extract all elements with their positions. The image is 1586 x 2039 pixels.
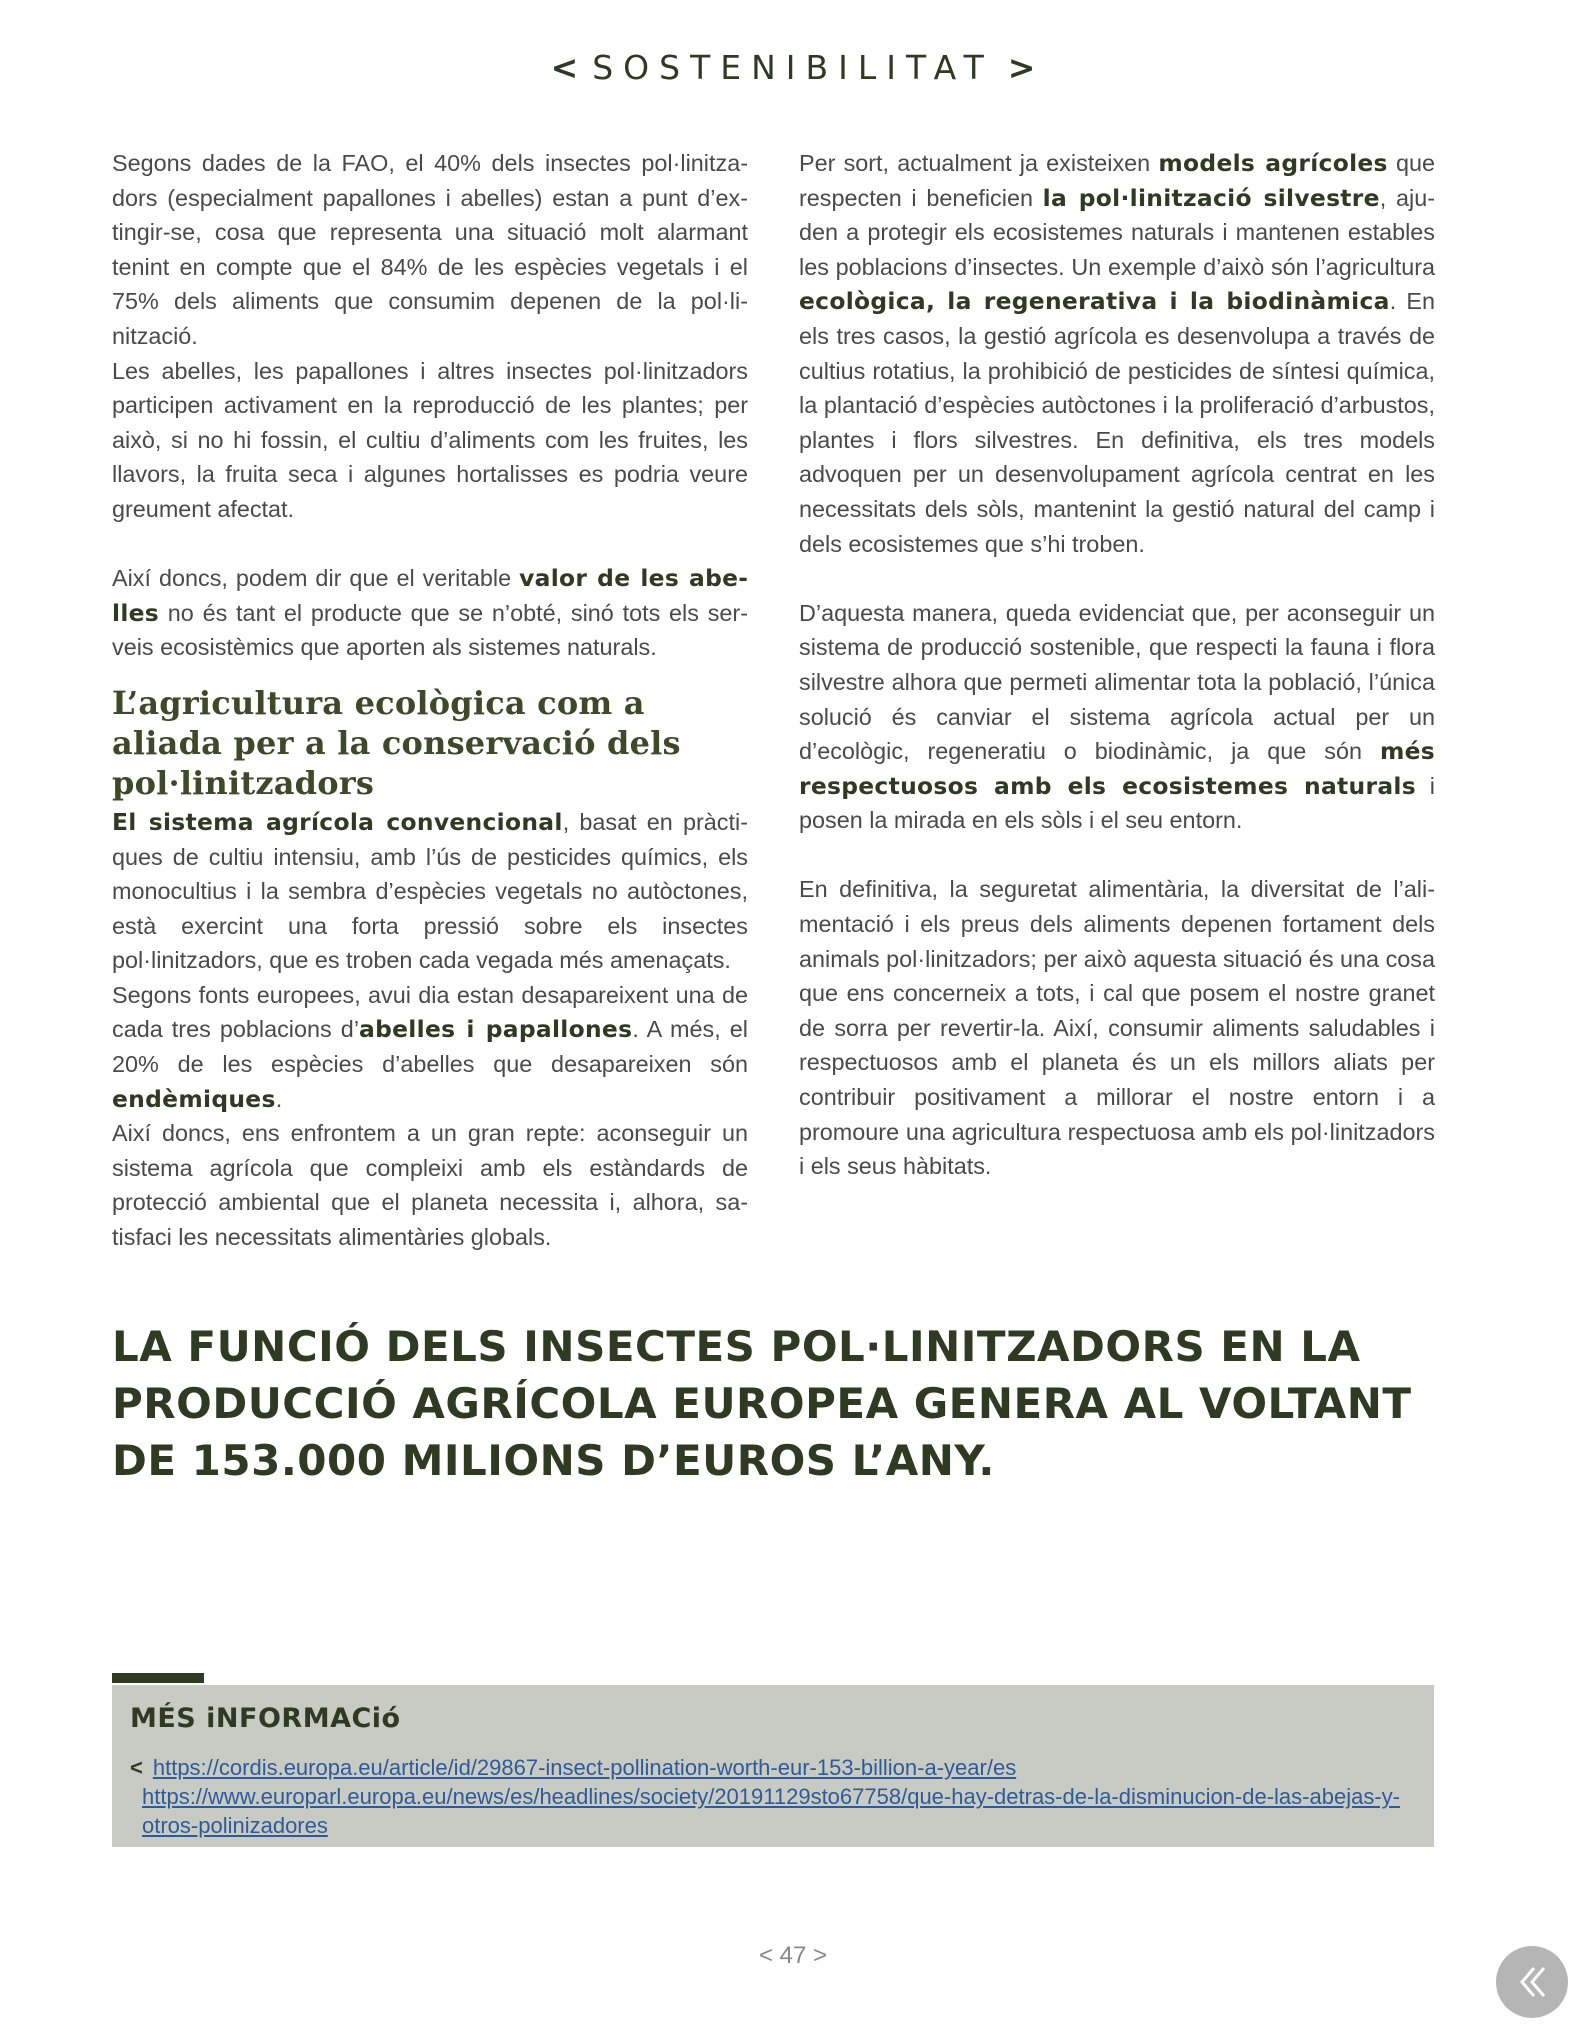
highlight-text: models agrícoles: [1158, 149, 1388, 177]
text-run: Per sort, actualment ja existeixen: [799, 150, 1159, 176]
text-run: .: [275, 1085, 283, 1112]
text-run: . A més, el 20% de les espècies d’abelles que desapareixen són: [112, 1016, 748, 1078]
page-number: < 47 >: [758, 1942, 828, 1969]
paragraph: [112, 561, 748, 665]
header-left-chevron: <: [550, 48, 579, 87]
text-run: . En els tres casos, la gestió agrícola es desenvolupa a través de cultius rotatius, la prohibició de pesticides de síntesi química, la plantació d’espècies autòctones i la proliferació d’arbustos, plantes i flors silvestres. En definitiva, els tres models advoquen per un desenvolupament agrícola centrat en les necessitats dels sòls, mantenint la gestió natural del camp i dels ecosistemes que s’hi troben.: [799, 288, 1436, 557]
paragraph: En definitiva, la seguretat alimentària, la diversitat de l’alimentació i els preus dels aliments depenen fortament dels animals pol·linitzadors; per això aquesta situació és una cosa que ens concerneix a tots, i cal que posem el nostre granet de sorra per revertir-la. Així, consumir aliments saludables i respectuosos amb el planeta és un els millors aliats per contribuir positivament a millorar el nostre entorn i a promoure una agricultura respectuosa amb els pol·linitzadors i els seus hàbitats.: [799, 876, 1435, 1180]
paragraph: Així doncs, ens enfrontem a un gran repte: aconseguir un sistema agrícola que compleixi amb els estàndards de protecció ambiental que el planeta necessita i, alhora, satisfaci les necessitats alimentàries globals.: [112, 1120, 748, 1251]
left-column: [112, 146, 748, 1255]
text-run: que respecten i beneficien: [799, 150, 1435, 211]
highlight-text: la pol·linització silvestre: [1042, 183, 1380, 212]
double-chevron-left-icon: [1512, 1962, 1552, 2002]
text-run: no és tant el producte que se n’obté, sinó tots els serveis ecosistèmics que aporten als sistemes naturals.: [112, 599, 748, 661]
highlight-text: més respectuosos amb els ecosistemes naturals: [799, 737, 1435, 800]
right-column: [799, 146, 1435, 1184]
more-info-box: [112, 1685, 1434, 1847]
paragraph: Les abelles, les papallones i altres insectes pol·linitzadors participen activament en la reproducció de les plantes; per això, si no hi fossin, el cultiu d’aliments com les fruites, les llavors, la fruita seca i algunes hortalisses es podria veure greument afectat.: [112, 357, 748, 522]
text-run: , basat en pràctiques de cultiu intensiu, amb l’ús de pesticides químics, els monocultius i la sembra d’espècies vegetals no autòctones, està exercint una forta pressió sobre els insectes pol·linitzadors, que es troben cada vegada més amenaçats.: [112, 808, 748, 974]
highlight-text: ecològica, la regenerativa i la biodinàmica: [799, 287, 1390, 316]
more-info-title: MÉS iNFORMACió: [130, 1703, 401, 1734]
paragraph: [112, 805, 748, 978]
paragraph: [799, 596, 1435, 838]
info-links: [130, 1753, 1420, 1840]
highlight-text: abelles i papallones: [359, 1015, 633, 1044]
info-accent-bar: [112, 1673, 204, 1683]
header-right-chevron: >: [1007, 48, 1036, 87]
section-title: SOSTENIBILITAT: [592, 48, 994, 87]
subheading: L’agricultura ecològica com a aliada per a la conservació dels pol·linitzadors: [112, 683, 681, 802]
text-run: Segons fonts europees, avui dia estan desapareixent una de cada tres poblacions d’: [112, 981, 748, 1043]
section-header: [0, 48, 1586, 87]
bullet-chevron-icon: <: [130, 1755, 143, 1780]
pull-quote: LA FUNCIÓ DELS INSECTES POL·LINITZADORS EN LA PRODUCCIÓ AGRÍCOLA EUROPEA GENERA AL VOLTANT DE 153.000 MILIONS D’EUROS L’ANY.: [112, 1322, 1412, 1485]
source-link-europarl[interactable]: https://www.europarl.europa.eu/news/es/headlines/society/20191129sto67758/que-hay-detras-de-la-disminucion-de-las-abejas-y-otros-polinizadores: [142, 1784, 1400, 1838]
paragraph: [112, 978, 748, 1116]
paragraph: [799, 146, 1435, 561]
highlight-text: endèmiques: [112, 1084, 276, 1113]
paragraph: Segons dades de la FAO, el 40% dels insectes pol·linitzadors (especialment papallones i abelles) estan a punt d’extingir-se, cosa que representa una situació molt alarmant tenint en compte que el 84% de les espècies vegetals i el 75% dels aliments que consumim depenen de la pol·linització.: [112, 150, 748, 349]
text-run: i posen la mirada en els sòls i el seu entorn.: [799, 772, 1435, 834]
text-run: D’aquesta manera, queda evidenciat que, per aconseguir un sistema de producció sostenible, que respecti la fauna i flora silvestre alhora que permeti alimentar tota la població, l’única solució és canviar el sistema agrícola actual per un d’ecològic, regeneratiu o biodinàmic, ja que són: [799, 599, 1435, 765]
text-run: , ajuden a protegir els ecosistemes naturals i mantenen estables les poblacions d’insectes. Un exemple d’això són l’agricultura: [799, 184, 1436, 280]
source-link-cordis[interactable]: https://cordis.europa.eu/article/id/29867-insect-pollination-worth-eur-153-billion-a-year/es: [152, 1755, 1017, 1780]
text-run: Així doncs, podem dir que el veritable: [112, 565, 520, 592]
highlight-text: El sistema agrícola convencional: [112, 807, 563, 836]
back-button[interactable]: [1496, 1946, 1568, 2018]
highlight-text: valor de les abelles: [112, 564, 748, 627]
